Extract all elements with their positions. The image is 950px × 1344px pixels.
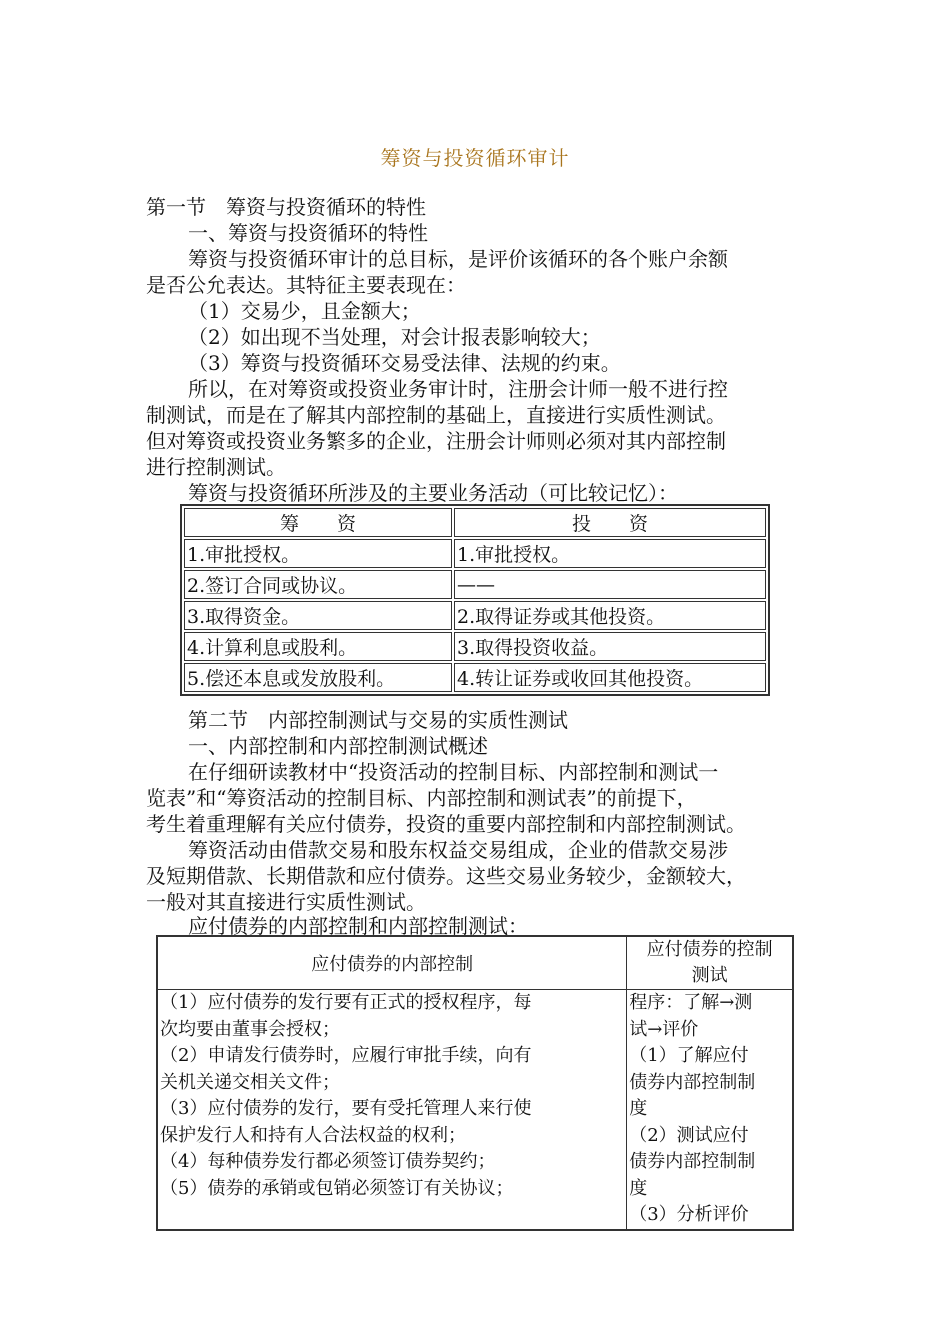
subheading: 一、筹资与投资循环的特性 xyxy=(188,221,428,245)
paragraph-line: 一般对其直接进行实质性测试。 xyxy=(146,890,426,914)
cell-line: （3）应付债券的发行，要有受托管理人来行使 xyxy=(160,1098,532,1119)
list-item: （3）筹资与投资循环交易受法律、法规的约束。 xyxy=(188,351,621,375)
table-cell: 2.取得证券或其他投资。 xyxy=(454,601,766,630)
paragraph-line: 是否公允表达。其特征主要表现在： xyxy=(146,273,466,297)
header-investing: 投 资 xyxy=(454,508,766,537)
cell-line: 关机关递交相关文件； xyxy=(160,1071,340,1093)
cell-line: 程序：了解→测 xyxy=(629,992,753,1013)
table-row xyxy=(184,632,766,661)
cell-line: （1）了解应付 xyxy=(629,1045,749,1066)
cell-line: （2）测试应付 xyxy=(629,1124,749,1146)
paragraph-line: 及短期借款、长期借款和应付债券。这些交易业务较少，金额较大， xyxy=(146,864,746,888)
table-cell: 1.审批授权。 xyxy=(454,539,766,568)
header-line: 应付债券的控制 xyxy=(646,939,773,960)
table-row xyxy=(184,663,766,692)
cell-line: 债券内部控制制 xyxy=(629,1071,756,1093)
cell-line: （4）每种债券发行都必须签订债券契约； xyxy=(160,1151,496,1172)
table-caption: 筹资与投资循环所涉及的主要业务活动（可比较记忆）： xyxy=(188,481,678,505)
paragraph-line: 筹资与投资循环审计的总目标，是评价该循环的各个账户余额 xyxy=(188,247,728,271)
cell-line: （3）分析评价 xyxy=(629,1204,749,1225)
document-title: 筹资与投资循环审计 xyxy=(380,146,570,170)
cell-line: 度 xyxy=(629,1098,648,1119)
table-row xyxy=(184,570,766,599)
cell-line: 次均要由董事会授权； xyxy=(160,1018,340,1040)
cell-line: 债券内部控制制 xyxy=(629,1151,756,1172)
internal-control-cell xyxy=(157,990,627,1230)
table-header-row xyxy=(157,936,793,990)
header-financing: 筹 资 xyxy=(184,508,452,537)
cell-line: 保护发行人和持有人合法权益的权利； xyxy=(160,1124,466,1146)
section-heading: 第一节 筹资与投资循环的特性 xyxy=(146,195,426,219)
activities-table xyxy=(180,504,770,696)
table-caption: 应付债券的内部控制和内部控制测试： xyxy=(188,914,528,938)
table-cell: —— xyxy=(454,570,766,599)
cell-line: 试→评价 xyxy=(629,1018,699,1040)
paragraph-line: 筹资活动由借款交易和股东权益交易组成，企业的借款交易涉 xyxy=(188,838,728,862)
section-heading: 第二节 内部控制测试与交易的实质性测试 xyxy=(188,708,568,732)
table-row xyxy=(184,539,766,568)
table-header-row xyxy=(184,508,766,537)
cell-line: 度 xyxy=(629,1177,648,1199)
paragraph-line: 在仔细研读教材中“投资活动的控制目标、内部控制和测试一 xyxy=(188,760,719,784)
paragraph-line: 进行控制测试。 xyxy=(146,455,286,479)
table-cell: 1.审批授权。 xyxy=(184,539,452,568)
list-item: （2）如出现不当处理，对会计报表影响较大； xyxy=(188,325,601,349)
subheading: 一、内部控制和内部控制测试概述 xyxy=(188,734,488,758)
paragraph-line: 考生着重理解有关应付债券，投资的重要内部控制和内部控制测试。 xyxy=(146,812,746,836)
table-cell: 4.计算利息或股利。 xyxy=(184,632,452,661)
cell-line: （1）应付债券的发行要有正式的授权程序，每 xyxy=(160,992,532,1013)
paragraph-line: 制测试，而是在了解其内部控制的基础上，直接进行实质性测试。 xyxy=(146,403,726,427)
bond-control-table xyxy=(156,935,794,1231)
header-internal-control: 应付债券的内部控制 xyxy=(157,936,627,990)
header-control-test xyxy=(627,936,793,990)
control-test-cell xyxy=(627,990,793,1230)
table-cell: 3.取得投资收益。 xyxy=(454,632,766,661)
table-cell: 3.取得资金。 xyxy=(184,601,452,630)
cell-line: （2）申请发行债券时，应履行审批手续，向有 xyxy=(160,1045,532,1066)
table-row xyxy=(157,990,793,1230)
header-line: 测试 xyxy=(691,965,728,986)
paragraph-line: 览表”和“筹资活动的控制目标、内部控制和测试表”的前提下， xyxy=(146,786,697,810)
table-cell: 4.转让证券或收回其他投资。 xyxy=(454,663,766,692)
table-row xyxy=(184,601,766,630)
table-cell: 5.偿还本息或发放股利。 xyxy=(184,663,452,692)
paragraph-line: 但对筹资或投资业务繁多的企业，注册会计师则必须对其内部控制 xyxy=(146,429,726,453)
list-item: （1）交易少，且金额大； xyxy=(188,299,421,323)
table-cell: 2.签订合同或协议。 xyxy=(184,570,452,599)
cell-line: （5）债券的承销或包销必须签订有关协议； xyxy=(160,1177,514,1199)
paragraph-line: 所以，在对筹资或投资业务审计时，注册会计师一般不进行控 xyxy=(188,377,728,401)
